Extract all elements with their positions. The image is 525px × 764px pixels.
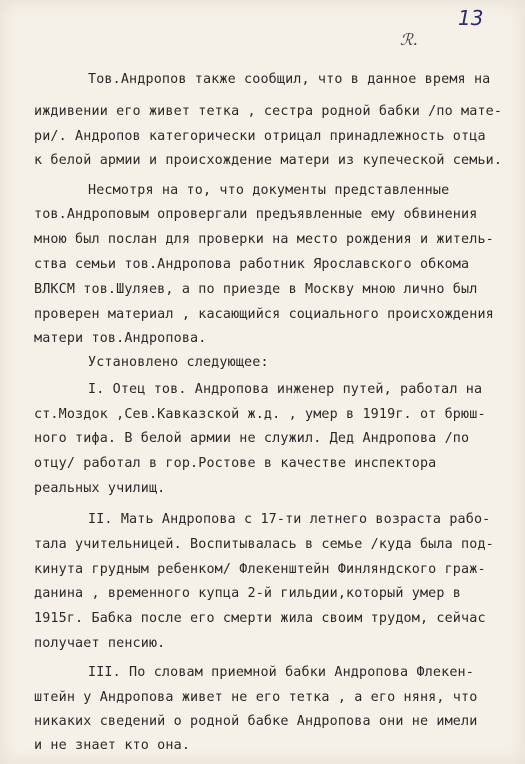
text-line: ри/. Андропов категорически отрицал принадлежность отца (34, 129, 486, 144)
text-line: к белой армии и происхождение матери из купеческой семьи. (34, 153, 503, 168)
text-line: тов.Андроповым опровергали предъявленные ему обвинения (34, 207, 478, 222)
text-line: мною был послан для проверки на место рождения и житель- (34, 232, 494, 247)
text-line: кинута грудным ребенком/ Флекенштейн Финляндского граж- (34, 562, 486, 577)
text-line: данина , временного купца 2-й гильдии,который умер в (34, 586, 462, 601)
text-line: ст.Моздок ,Сев.Кавказской ж.д. , умер в 1919г. от брюш- (34, 407, 486, 422)
text-line: штейн у Андропова живет не его тетка , а его няня, что (34, 690, 478, 705)
text-line: иждивении его живет тетка , сестра родной бабки /по мате- (34, 104, 503, 119)
text-line: тала учительницей. Воспитывалась в семье /куда была под- (34, 537, 494, 552)
text-line: и не знает кто она. (34, 738, 191, 753)
text-line: 1915г. Бабка после его смерти жила своим трудом, сейчас (34, 611, 486, 626)
text-line: матери тов.Андропова. (34, 331, 207, 346)
text-line: ного тифа. В белой армии не служил. Дед Андропова /по (34, 431, 470, 446)
text-line: I. Отец тов. Андропова инженер путей, работал на (88, 382, 483, 397)
text-line: ства семьи тов.Андропова работник Ярославского обкома (34, 257, 470, 272)
text-line: никаких сведений о родной бабке Андропова они не имели (34, 714, 478, 729)
text-line: Установлено следующее: (88, 355, 269, 370)
text-line: Тов.Андропов также сообщил, что в данное время на (88, 72, 491, 87)
page-number: 13 (458, 6, 484, 30)
text-line: отцу/ работал в гор.Ростове в качестве инспектора (34, 456, 437, 471)
text-line: проверен материал , касающийся социального происхождения (34, 307, 494, 322)
text-line: II. Мать Андропова с 17-ти летнего возраста рабо- (88, 512, 491, 527)
handwritten-mark: ℛ. (400, 30, 418, 49)
text-line: получает пенсию. (34, 636, 166, 651)
text-line: реальных училищ. (34, 481, 166, 496)
text-line: Несмотря на то, что документы представленные (88, 183, 450, 198)
text-line: ВЛКСМ тов.Шуляев, а по приезде в Москву мною лично был (34, 282, 478, 297)
text-line: III. По словам приемной бабки Андропова Флекен- (88, 665, 474, 680)
